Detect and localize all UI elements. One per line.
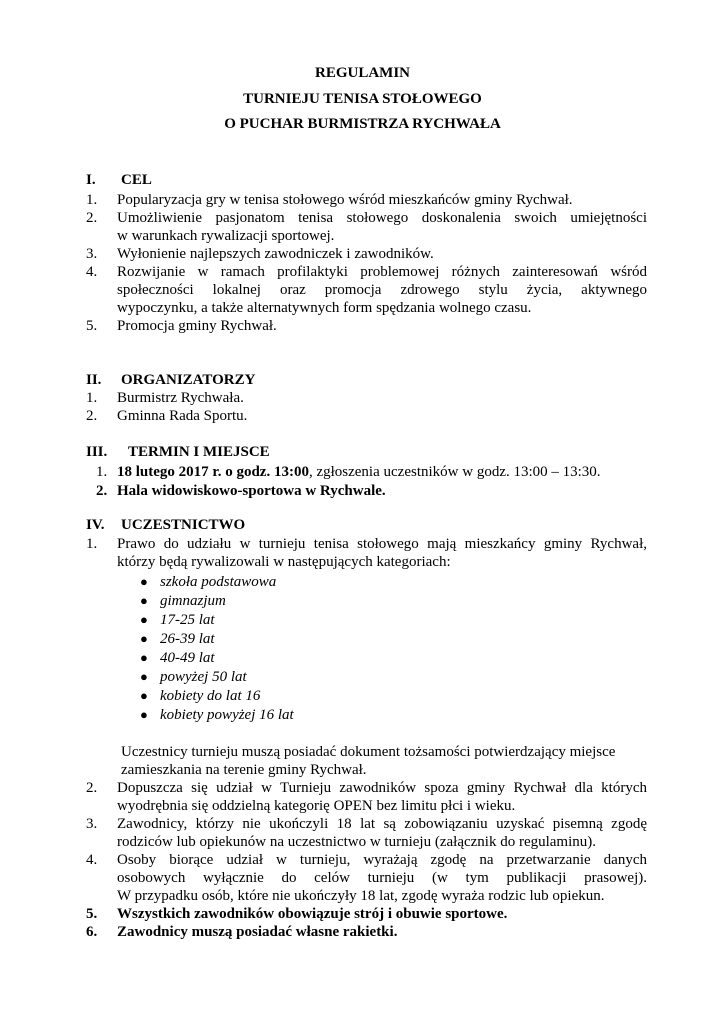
section-4-item-4-line-1: Osoby biorące udział w turnieju, wyrażają zgodę na przetwarzanie danych bbox=[117, 852, 647, 868]
category-item: powyżej 50 lat bbox=[160, 669, 247, 685]
identity-document-note-line-1: Uczestnicy turnieju muszą posiadać dokument tożsamości potwierdzający miejsce bbox=[121, 744, 616, 760]
section-4-item-2-line-2: wyodrębnia się oddzielną kategorię OPEN bez limitu płci i wieku. bbox=[117, 798, 516, 814]
section-2-item-2-text: Gminna Rada Sportu. bbox=[117, 408, 248, 424]
section-4-item-4-number: 4. bbox=[86, 852, 98, 868]
category-bullet: ● bbox=[140, 688, 148, 703]
section-3-item-1-rest: , zgłoszenia uczestników w godz. 13:00 – 13:30. bbox=[308, 464, 601, 480]
section-1-numeral: I. bbox=[86, 172, 96, 188]
section-4-numeral: IV. bbox=[86, 517, 105, 533]
section-1-item-3-number: 3. bbox=[86, 246, 98, 262]
category-item: 26-39 lat bbox=[160, 631, 215, 647]
section-4-item-3-number: 3. bbox=[86, 816, 98, 832]
category-item: 17-25 lat bbox=[160, 612, 215, 628]
category-bullet: ● bbox=[140, 707, 148, 722]
section-1-item-5-number: 5. bbox=[86, 318, 98, 334]
section-2-numeral: II. bbox=[86, 372, 102, 388]
section-1-item-4-line-3: wypoczynku, a także alternatywnych form spędzania wolnego czasu. bbox=[117, 300, 532, 316]
section-1-item-5-line-1: Promocja gminy Rychwał. bbox=[117, 318, 277, 334]
section-4-item-2-number: 2. bbox=[86, 780, 98, 796]
section-4-item-3-line-2: rodziców lub opiekunów na uczestnictwo w turnieju (załącznik do regulaminu). bbox=[117, 834, 597, 850]
section-1-item-4-number: 4. bbox=[86, 264, 98, 280]
section-3-item-1-date: 18 lutego 2017 r. o godz. 13:00 bbox=[117, 464, 309, 480]
section-1-item-2-line-2: w warunkach rywalizacji sportowej. bbox=[117, 228, 335, 244]
section-4-item-5-text: Wszystkich zawodników obowiązuje strój i obuwie sportowe. bbox=[117, 906, 508, 922]
section-2-item-2-number: 2. bbox=[86, 408, 98, 424]
section-4-item-6-number: 6. bbox=[86, 924, 98, 940]
category-item: kobiety do lat 16 bbox=[160, 688, 261, 704]
category-item: gimnazjum bbox=[160, 593, 226, 609]
section-4-item-1-number: 1. bbox=[86, 536, 98, 552]
section-4-item-4-line-3: W przypadku osób, które nie ukończyły 18 lat, zgodę wyraża rodzic lub opiekun. bbox=[117, 888, 605, 904]
section-1-item-3-line-1: Wyłonienie najlepszych zawodniczek i zawodników. bbox=[117, 246, 434, 262]
document-title-line-1: REGULAMIN bbox=[314, 65, 410, 81]
section-4-item-2-line-1: Dopuszcza się udział w Turnieju zawodników spoza gminy Rychwał dla których bbox=[117, 780, 647, 796]
section-4-item-1-line-1: Prawo do udziału w turnieju tenisa stołowego mają mieszkańcy gminy Rychwał, bbox=[117, 536, 647, 552]
category-bullet: ● bbox=[140, 650, 148, 665]
category-item: kobiety powyżej 16 lat bbox=[160, 707, 294, 723]
section-4-item-6-text: Zawodnicy muszą posiadać własne rakietki. bbox=[117, 924, 398, 940]
section-3-heading: TERMIN I MIEJSCE bbox=[128, 444, 270, 460]
section-4-item-1-line-2: którzy będą rywalizowali w następujących kategoriach: bbox=[117, 554, 451, 570]
section-3-numeral: III. bbox=[86, 444, 108, 460]
category-bullet: ● bbox=[140, 612, 148, 627]
identity-document-note-line-2: zamieszkania na terenie gminy Rychwał. bbox=[121, 762, 367, 778]
category-bullet: ● bbox=[140, 631, 148, 646]
category-bullet: ● bbox=[140, 669, 148, 684]
section-3-item-1-number: 1. bbox=[96, 464, 108, 480]
section-3-item-2-number: 2. bbox=[96, 483, 108, 499]
section-1-item-2-number: 2. bbox=[86, 210, 98, 226]
category-item: 40-49 lat bbox=[160, 650, 215, 666]
document-title-line-3: O PUCHAR BURMISTRZA RYCHWAŁA bbox=[224, 116, 501, 132]
section-4-heading: UCZESTNICTWO bbox=[121, 517, 246, 533]
category-bullet: ● bbox=[140, 574, 148, 589]
section-1-item-2-line-1: Umożliwienie pasjonatom tenisa stołowego doskonalenia swoich umiejętności bbox=[117, 210, 647, 226]
section-1-item-4-line-2: społeczności lokalnej oraz promocja zdrowego stylu życia, aktywnego bbox=[117, 282, 647, 298]
section-3-item-1 bbox=[117, 463, 647, 482]
section-4-item-3-line-1: Zawodnicy, którzy nie ukończyli 18 lat są zobowiązaniu uzyskać pisemną zgodę bbox=[117, 816, 647, 832]
section-1-item-1-line-1: Popularyzacja gry w tenisa stołowego wśród mieszkańców gminy Rychwał. bbox=[117, 192, 573, 208]
section-1-heading: CEL bbox=[121, 172, 152, 188]
section-2-item-1-text: Burmistrz Rychwała. bbox=[117, 390, 244, 406]
section-3-item-2-text: Hala widowiskowo-sportowa w Rychwale. bbox=[117, 483, 386, 499]
document-title-line-2: TURNIEJU TENISA STOŁOWEGO bbox=[243, 91, 482, 107]
section-4-item-5-number: 5. bbox=[86, 906, 98, 922]
section-2-item-1-number: 1. bbox=[86, 390, 98, 406]
category-bullet: ● bbox=[140, 593, 148, 608]
section-1-item-4-line-1: Rozwijanie w ramach profilaktyki problemowej różnych zainteresowań wśród bbox=[117, 264, 647, 280]
section-4-item-4-line-2: osobowych wyłącznie do celów turnieju (w tym publikacji prasowej). bbox=[117, 870, 647, 886]
section-1-item-1-number: 1. bbox=[86, 192, 98, 208]
category-item: szkoła podstawowa bbox=[160, 574, 277, 590]
section-2-heading: ORGANIZATORZY bbox=[121, 372, 256, 388]
